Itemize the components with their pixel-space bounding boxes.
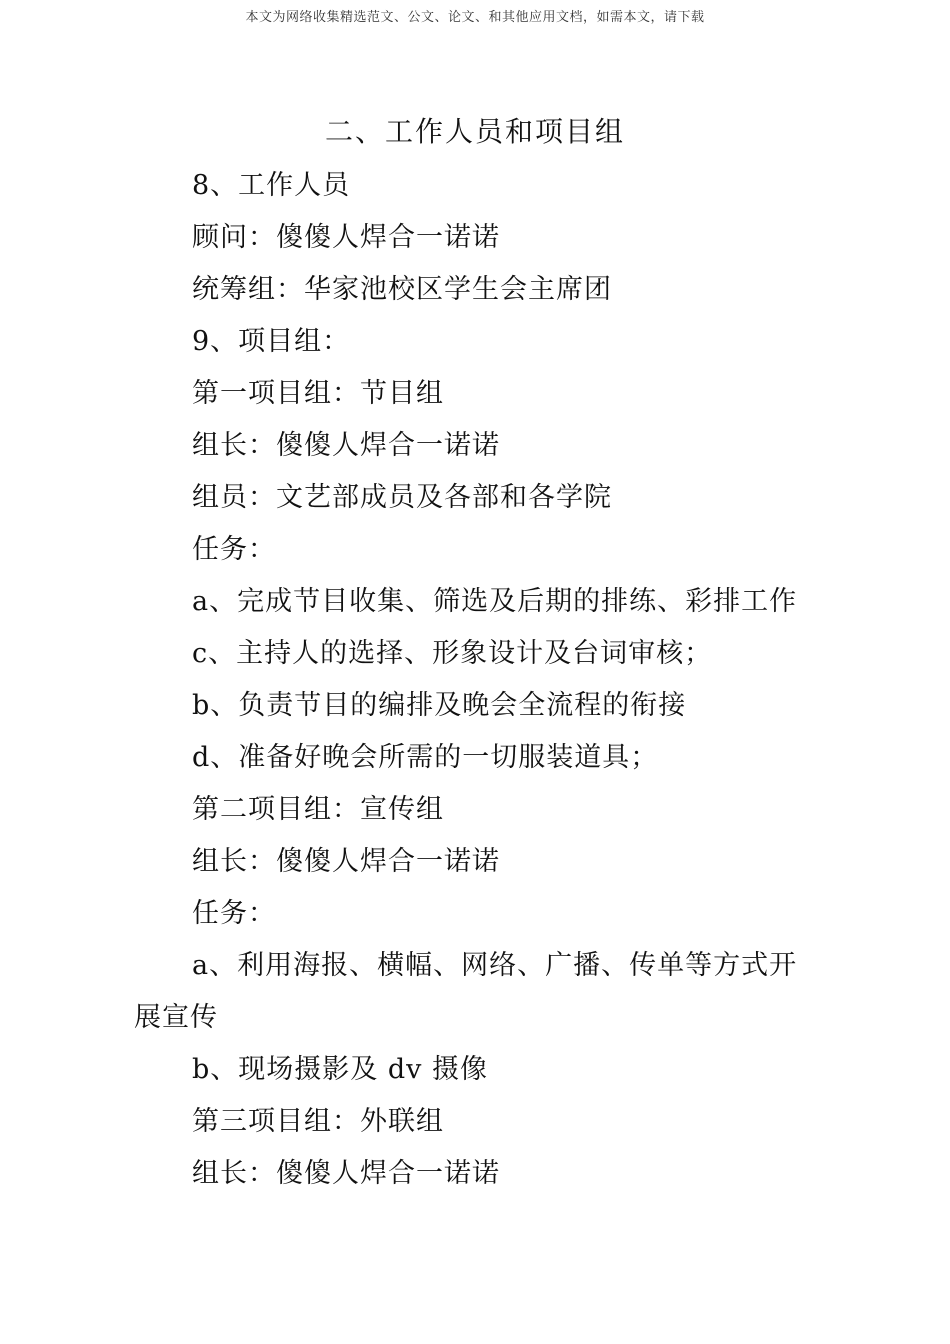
page-header-note: 本文为网络收集精选范文、公文、论文、和其他应用文档，如需本文，请下载: [245, 10, 705, 25]
group-2-task-b: b、现场摄影及 dv 摄像: [192, 1054, 488, 1085]
group-1-task-d: d、准备好晚会所需的一切服装道具；: [192, 742, 659, 773]
group-1-tasks-label: 任务：: [192, 534, 276, 565]
group-2-leader: 组长：傻傻人焊合一诺诺: [192, 846, 500, 877]
section-title: 二、工作人员和项目组: [324, 115, 625, 148]
group-1-task-a: a、完成节目收集、筛选及后期的排练、彩排工作: [192, 586, 798, 617]
group-1-members: 组员：文艺部成员及各部和各学院: [192, 482, 612, 513]
group-1-task-b: b、负责节目的编排及晚会全流程的衔接: [192, 690, 687, 721]
group-3-title: 第三项目组：外联组: [192, 1106, 444, 1137]
group-2-task-a: a、利用海报、横幅、网络、广播、传单等方式开展宣传: [134, 950, 798, 1033]
advisor-line: 顾问：傻傻人焊合一诺诺: [192, 222, 500, 253]
project-groups-heading: 9、项目组：: [192, 326, 351, 357]
group-1-title: 第一项目组：节目组: [192, 378, 444, 409]
group-1-leader: 组长：傻傻人焊合一诺诺: [192, 430, 500, 461]
document-body: [134, 160, 824, 1200]
group-2-tasks-label: 任务：: [192, 898, 276, 929]
group-1-task-c: c、主持人的选择、形象设计及台词审核；: [192, 638, 713, 669]
staff-heading: 8、工作人员: [192, 170, 351, 201]
group-2-title: 第二项目组：宣传组: [192, 794, 444, 825]
coordination-group-line: 统筹组：华家池校区学生会主席团: [192, 274, 612, 305]
group-3-leader: 组长：傻傻人焊合一诺诺: [192, 1158, 500, 1189]
